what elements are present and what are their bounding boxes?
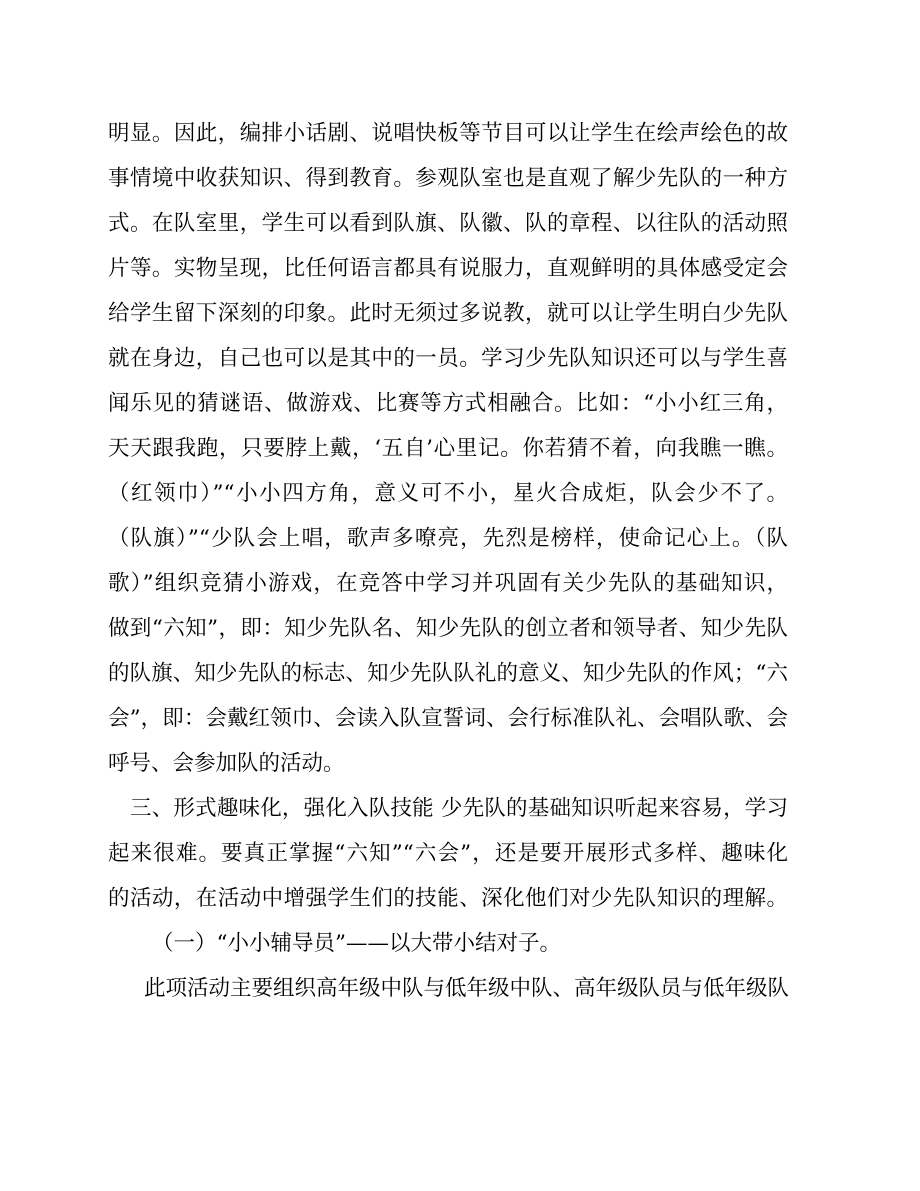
text-line: 明显。因此，编排小话剧、说唱快板等节目可以让学生在绘声绘色的故 — [108, 121, 788, 146]
text-line: （红领巾）”“小小四方角，意义可不小，星火合成炬，队会少不了。 — [108, 481, 788, 506]
text-line: 歌）”组织竞猜小游戏，在竞答中学习并巩固有关少先队的基础知识， — [108, 571, 788, 596]
text-line: 的队旗、知少先队的标志、知少先队队礼的意义、知少先队的作风；“六 — [108, 661, 788, 686]
text-line: 的活动，在活动中增强学生们的技能、深化他们对少先队知识的理解。 — [108, 886, 788, 911]
text-line: 此项活动主要组织高年级中队与低年级中队、高年级队员与低年级队 — [144, 976, 790, 1001]
text-line: 闻乐见的猜谜语、做游戏、比赛等方式相融合。比如：“小小红三角， — [108, 391, 788, 416]
text-line: 做到“六知”，即：知少先队名、知少先队的创立者和领导者、知少先队 — [108, 616, 788, 641]
text-line: 片等。实物呈现，比任何语言都具有说服力，直观鲜明的具体感受定会 — [108, 256, 788, 281]
document-body — [108, 114, 788, 1014]
text-line: 式。在队室里，学生可以看到队旗、队徽、队的章程、以往队的活动照 — [108, 211, 788, 236]
text-line: 就在身边，自己也可以是其中的一员。学习少先队知识还可以与学生喜 — [108, 346, 788, 371]
text-line: 天天跟我跑，只要脖上戴，‘五自’心里记。你若猜不着，向我瞧一瞧。 — [108, 436, 788, 461]
text-line: 起来很难。要真正掌握“六知”“六会”，还是要开展形式多样、趣味化 — [108, 841, 788, 866]
section-heading-line: 三、形式趣味化，强化入队技能 少先队的基础知识听起来容易，学习 — [130, 796, 788, 821]
text-line: 会”，即：会戴红领巾、会读入队宣誓词、会行标准队礼、会唱队歌、会 — [108, 706, 788, 731]
text-line: 呼号、会参加队的活动。 — [108, 751, 345, 776]
text-line: 事情境中收获知识、得到教育。参观队室也是直观了解少先队的一种方 — [108, 166, 788, 191]
text-line: 给学生留下深刻的印象。此时无须过多说教，就可以让学生明白少先队 — [108, 301, 788, 326]
subsection-heading-line: （一）“小小辅导员”——以大带小结对子。 — [152, 931, 561, 956]
text-line: （队旗）”“少队会上唱，歌声多嘹亮，先烈是榜样，使命记心上。（队 — [108, 526, 788, 551]
